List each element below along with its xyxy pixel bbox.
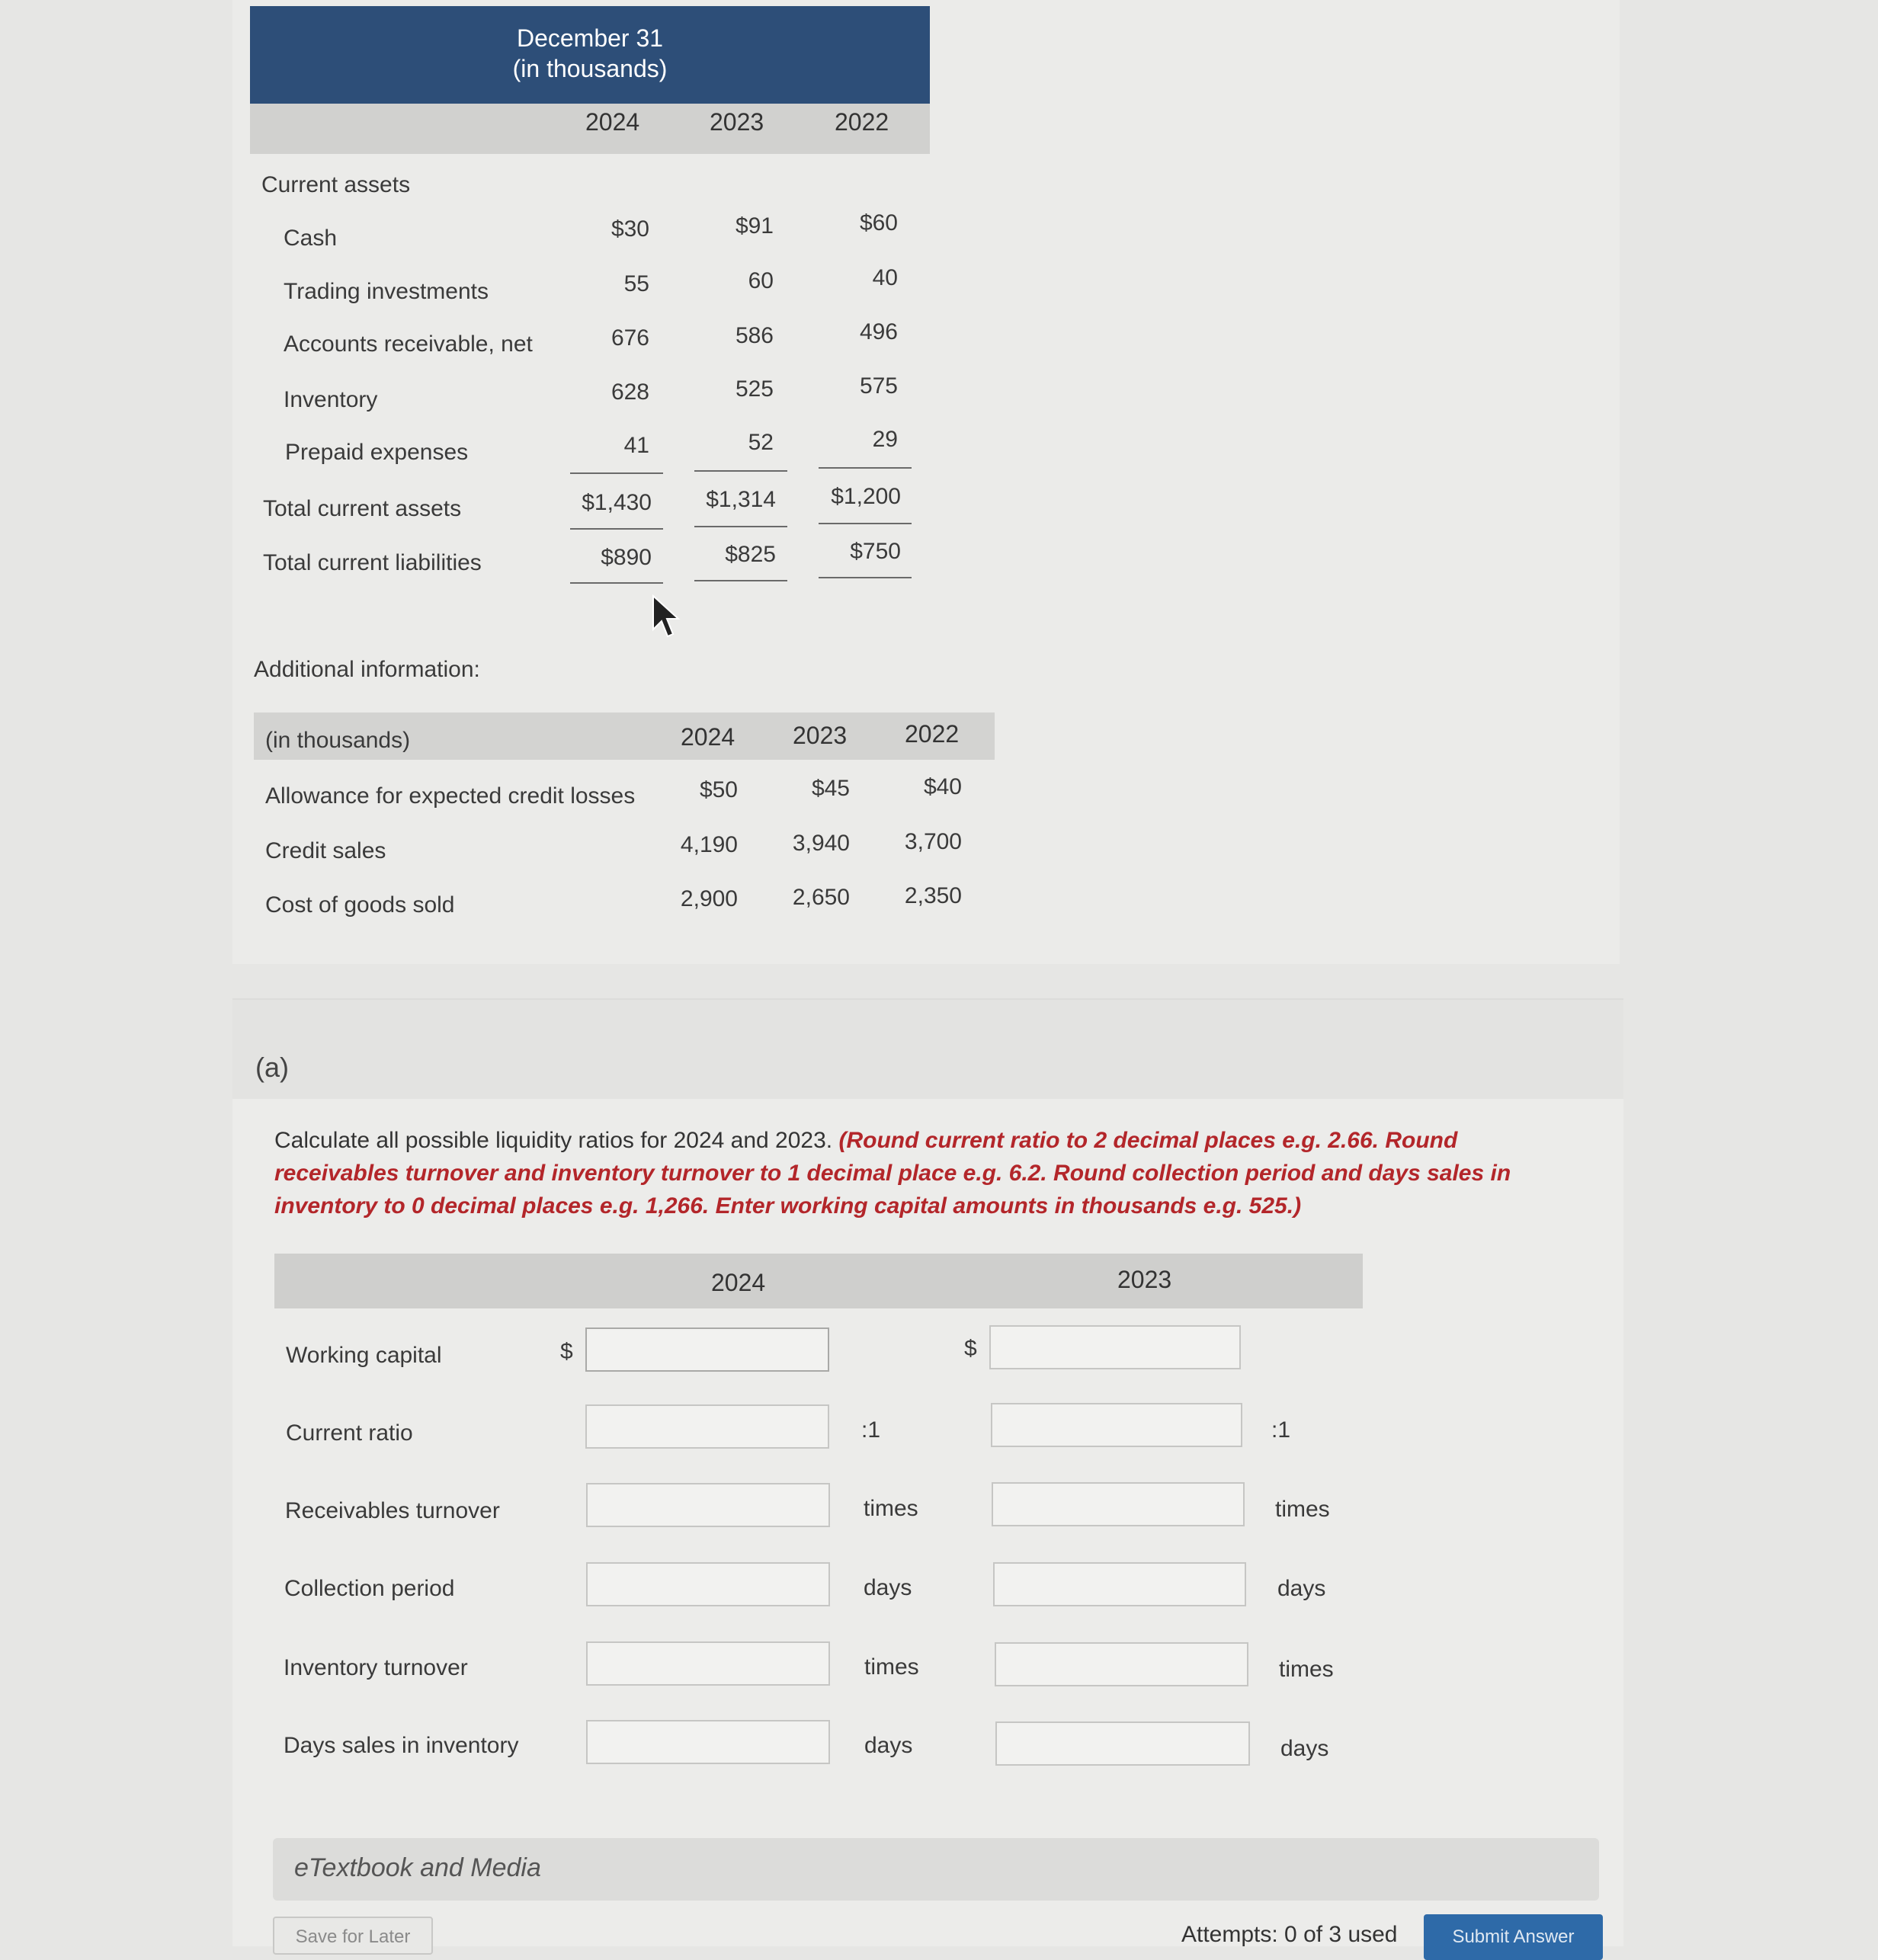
subtotal-rule bbox=[819, 467, 912, 469]
year-2022: 2022 bbox=[835, 108, 889, 136]
cell-value: 29 bbox=[872, 427, 898, 452]
total-rule bbox=[694, 580, 787, 581]
cell-value: $1,430 bbox=[582, 490, 652, 515]
days-sales-inventory-2024-input[interactable] bbox=[586, 1720, 830, 1764]
row-label-total-current-assets: Total current assets bbox=[263, 496, 462, 521]
working-capital-2023-input[interactable] bbox=[989, 1325, 1241, 1369]
answer-year-2024: 2024 bbox=[711, 1269, 766, 1296]
current-ratio-2024-input[interactable] bbox=[585, 1404, 829, 1449]
label-days-sales-in-inventory: Days sales in inventory bbox=[284, 1733, 519, 1758]
cell-value: 676 bbox=[611, 325, 649, 351]
balance-sheet-header bbox=[250, 6, 930, 104]
unit-times: times bbox=[1275, 1497, 1330, 1522]
inventory-turnover-2023-input[interactable] bbox=[995, 1642, 1248, 1686]
cell-value: 575 bbox=[859, 373, 898, 399]
submit-answer-button[interactable]: Submit Answer bbox=[1424, 1914, 1603, 1960]
cell-value: 4,190 bbox=[680, 832, 738, 857]
cell-value: $40 bbox=[923, 774, 962, 799]
etextbook-media-bar[interactable] bbox=[273, 1838, 1599, 1901]
receivables-turnover-2024-input[interactable] bbox=[586, 1483, 830, 1527]
cell-value: 586 bbox=[735, 323, 774, 348]
collection-period-2023-input[interactable] bbox=[993, 1562, 1246, 1606]
unit-days: days bbox=[864, 1733, 913, 1758]
total-rule bbox=[819, 577, 912, 578]
question-text bbox=[274, 1124, 1585, 1222]
cell-value: $890 bbox=[601, 545, 652, 570]
subtotal-rule bbox=[819, 523, 912, 524]
label-collection-period: Collection period bbox=[284, 1576, 455, 1601]
cell-value: 525 bbox=[735, 376, 774, 402]
cell-value: 52 bbox=[748, 430, 774, 455]
inventory-turnover-2024-input[interactable] bbox=[586, 1641, 830, 1686]
label-receivables-turnover: Receivables turnover bbox=[285, 1498, 500, 1523]
cell-value: 40 bbox=[872, 265, 898, 290]
subtotal-rule bbox=[570, 472, 663, 474]
label-inventory-turnover: Inventory turnover bbox=[284, 1655, 468, 1680]
row-label-inventory: Inventory bbox=[284, 387, 378, 412]
cell-value: $750 bbox=[850, 539, 901, 564]
subtotal-rule bbox=[694, 470, 787, 472]
unit-days: days bbox=[1280, 1736, 1329, 1761]
row-label-allowance: Allowance for expected credit losses bbox=[265, 783, 636, 809]
subtotal-rule bbox=[570, 528, 663, 530]
row-label-credit-sales: Credit sales bbox=[265, 838, 386, 863]
year-2023: 2023 bbox=[793, 722, 848, 749]
year-2022: 2022 bbox=[905, 720, 960, 748]
cell-value: $50 bbox=[699, 777, 738, 802]
days-sales-inventory-2023-input[interactable] bbox=[995, 1721, 1250, 1766]
unit-days: days bbox=[1277, 1576, 1326, 1601]
cell-value: 628 bbox=[611, 380, 649, 405]
part-label: (a) bbox=[255, 1052, 289, 1083]
receivables-turnover-2023-input[interactable] bbox=[992, 1482, 1245, 1526]
cell-value: $91 bbox=[735, 213, 774, 239]
row-label-total-current-liabilities: Total current liabilities bbox=[263, 550, 482, 575]
label-working-capital: Working capital bbox=[286, 1343, 442, 1368]
year-2024: 2024 bbox=[585, 108, 640, 136]
row-label-trading-investments: Trading investments bbox=[284, 279, 489, 304]
header-units: (in thousands) bbox=[512, 55, 668, 82]
unit-times: times bbox=[864, 1496, 918, 1521]
attempts-counter: Attempts: 0 of 3 used bbox=[1181, 1922, 1398, 1947]
save-for-later-button[interactable]: Save for Later bbox=[273, 1917, 433, 1955]
additional-info-header-bar bbox=[254, 713, 995, 760]
row-label-cash: Cash bbox=[284, 226, 338, 251]
cell-value: $1,314 bbox=[706, 487, 776, 512]
currency-symbol: $ bbox=[560, 1339, 573, 1364]
etextbook-label: eTextbook and Media bbox=[294, 1853, 541, 1882]
unit-times: times bbox=[1279, 1657, 1334, 1682]
answer-year-bar bbox=[274, 1254, 1363, 1308]
answer-year-2023: 2023 bbox=[1117, 1266, 1172, 1293]
cell-value: 2,900 bbox=[680, 886, 738, 911]
part-header bbox=[232, 1000, 1623, 1099]
cell-value: 3,940 bbox=[792, 831, 850, 856]
row-label-accounts-receivable: Accounts receivable, net bbox=[284, 331, 533, 357]
additional-units-label: (in thousands) bbox=[265, 728, 411, 753]
cell-value: $45 bbox=[811, 776, 850, 801]
section-current-assets: Current assets bbox=[261, 172, 411, 197]
balance-sheet-year-bar bbox=[250, 104, 930, 154]
row-label-prepaid-expenses: Prepaid expenses bbox=[285, 440, 469, 465]
subtotal-rule bbox=[694, 526, 787, 527]
cell-value: $30 bbox=[611, 216, 649, 242]
unit-ratio: :1 bbox=[1271, 1417, 1291, 1443]
currency-symbol: $ bbox=[964, 1336, 977, 1361]
current-ratio-2023-input[interactable] bbox=[991, 1403, 1242, 1447]
cell-value: $60 bbox=[859, 210, 898, 235]
unit-days: days bbox=[864, 1575, 912, 1600]
year-2024: 2024 bbox=[681, 723, 735, 751]
unit-ratio: :1 bbox=[861, 1417, 881, 1443]
cell-value: $1,200 bbox=[831, 484, 901, 509]
cell-value: 2,350 bbox=[904, 883, 962, 908]
cell-value: 55 bbox=[623, 271, 649, 296]
additional-info-heading: Additional information: bbox=[254, 657, 480, 682]
cell-value: 41 bbox=[623, 433, 649, 458]
working-capital-2024-input[interactable] bbox=[585, 1327, 829, 1372]
cell-value: 60 bbox=[748, 268, 774, 293]
question-instructions: (Round current ratio to 2 decimal places e.g. 2.66. Round receivables turnover and inventory turnover to 1 decimal place e.g. 6.2. Round collection period and days sales in inventory to 0 decimal places e.g. 1,266. Enter working capital amounts in thousands e.g. 525.) bbox=[274, 1128, 1511, 1219]
total-rule bbox=[570, 582, 663, 584]
cell-value: 3,700 bbox=[904, 829, 962, 854]
header-date: December 31 bbox=[516, 24, 664, 52]
label-current-ratio: Current ratio bbox=[286, 1420, 413, 1446]
row-label-cogs: Cost of goods sold bbox=[265, 892, 455, 918]
mouse-cursor-icon bbox=[652, 594, 682, 640]
cell-value: 2,650 bbox=[792, 885, 850, 910]
cell-value: $825 bbox=[725, 542, 776, 567]
year-2023: 2023 bbox=[710, 108, 764, 136]
cell-value: 496 bbox=[859, 319, 898, 344]
collection-period-2024-input[interactable] bbox=[586, 1562, 830, 1606]
question-plain: Calculate all possible liquidity ratios for 2024 and 2023. bbox=[274, 1128, 833, 1153]
unit-times: times bbox=[864, 1654, 919, 1680]
